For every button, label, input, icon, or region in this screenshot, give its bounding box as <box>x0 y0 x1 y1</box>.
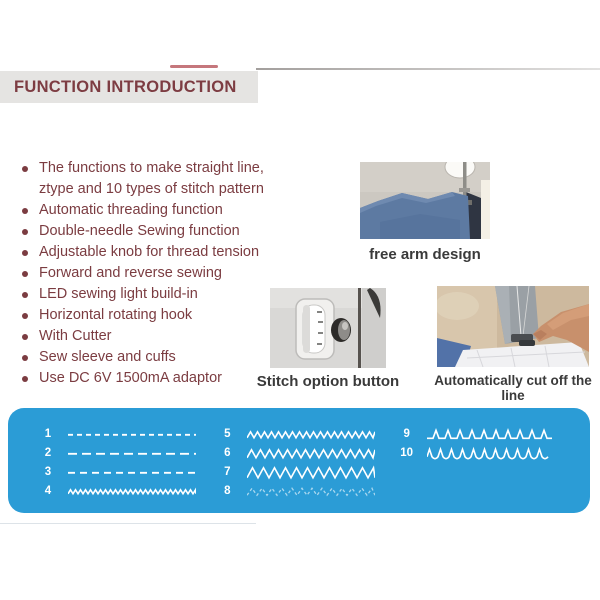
stitch-pattern-panel <box>8 408 590 513</box>
feature-list <box>20 158 296 389</box>
stitch-pattern-glyph <box>68 445 196 461</box>
stitch-pattern-row <box>397 444 564 463</box>
thread-cut-caption: Automatically cut off the line <box>434 373 592 403</box>
stitch-number: 2 <box>44 447 52 460</box>
feature-item: Adjustable knob for thread tension <box>20 242 296 263</box>
stitch-pattern-row <box>38 444 205 463</box>
stitch-pattern-glyph <box>68 483 196 499</box>
stitch-pattern-glyph <box>247 426 375 442</box>
feature-item: Double-needle Sewing function <box>20 221 296 242</box>
feature-item: Automatic threading function <box>20 200 296 221</box>
stitch-pattern-row <box>217 425 384 444</box>
feature-item: Sew sleeve and cuffs <box>20 347 296 368</box>
stitch-pattern-row <box>397 425 564 444</box>
stitch-pattern-row <box>38 425 205 444</box>
stitch-pattern-row <box>217 481 384 500</box>
page-title: FUNCTION INTRODUCTION <box>14 77 237 96</box>
stitch-pattern-glyph <box>68 464 196 480</box>
stitch-number: 10 <box>400 447 414 460</box>
stitch-number: 4 <box>44 484 52 497</box>
stitch-pattern-row <box>38 463 205 482</box>
stitch-pattern-glyph <box>427 445 555 461</box>
feature-item: The functions to make straight line, ztype and 10 types of stitch pattern <box>20 158 296 200</box>
stitch-number: 5 <box>224 428 231 441</box>
stitch-pattern-glyph <box>68 426 196 442</box>
stitch-number: 7 <box>224 465 231 478</box>
stitch-pattern-glyph <box>247 445 375 461</box>
stitch-pattern-row <box>217 444 384 463</box>
stitch-dial-caption: Stitch option button <box>256 373 400 390</box>
cropped-red-mark <box>170 65 218 68</box>
stitch-number: 3 <box>44 465 52 478</box>
stitch-dial-photo <box>270 288 386 368</box>
stitch-pattern-row <box>38 481 205 500</box>
thread-cut-photo <box>437 286 589 367</box>
top-divider-line <box>256 68 600 70</box>
stitch-pattern-glyph <box>427 426 555 442</box>
stitch-pattern-glyph <box>247 483 375 499</box>
stitch-pattern-row <box>217 463 384 482</box>
stitch-number: 9 <box>403 428 410 441</box>
stitch-number: 6 <box>224 447 231 460</box>
free-arm-caption: free arm design <box>369 246 481 263</box>
stitch-pattern-glyph <box>247 464 375 480</box>
feature-item: Forward and reverse sewing <box>20 263 296 284</box>
free-arm-photo <box>360 162 490 239</box>
section-header-bar <box>0 71 258 103</box>
feature-item: LED sewing light build-in <box>20 284 296 305</box>
feature-item: Use DC 6V 1500mA adaptor <box>20 368 296 389</box>
stitch-number: 1 <box>44 428 52 441</box>
feature-item: Horizontal rotating hook <box>20 305 296 326</box>
bottom-divider-line <box>0 523 256 524</box>
stitch-number: 8 <box>224 484 231 497</box>
feature-item: With Cutter <box>20 326 296 347</box>
